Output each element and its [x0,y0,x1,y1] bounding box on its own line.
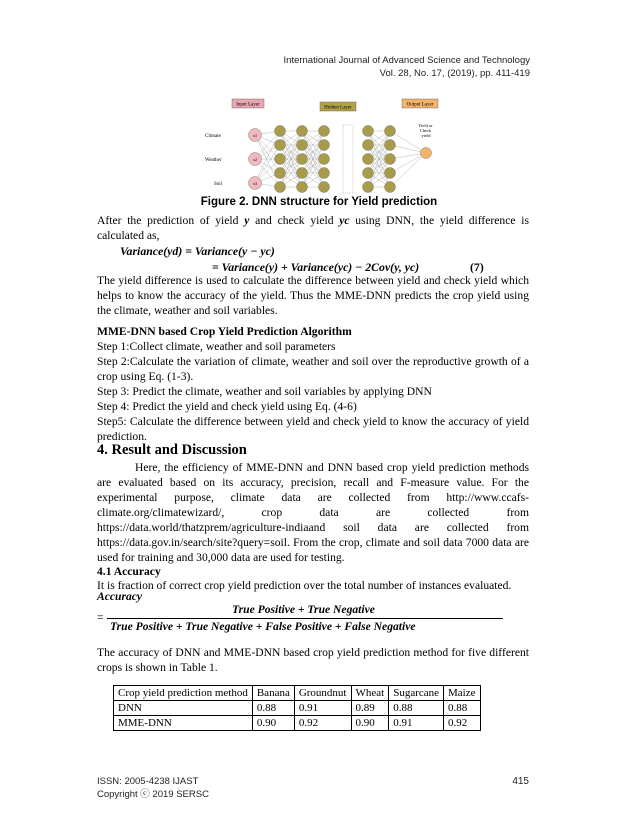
table-cell: 0.91 [389,716,444,731]
algorithm-block [97,324,529,444]
section-4-1-heading: 4.1 Accuracy [97,565,161,578]
hidden-node [275,126,286,137]
table-cell: 0.91 [294,701,351,716]
section-4-1-text: It is fraction of correct crop yield prediction over the total number of instances evaluated. [97,579,512,592]
hidden-node [319,182,330,193]
hidden-node [275,140,286,151]
page-number: 415 [512,776,529,787]
table-cell: MME-DNN [114,716,253,731]
algorithm-step: Step 4: Predict the yield and check yield using Eq. (4-6) [97,400,357,413]
input-node-x2: x2 [253,157,257,162]
hidden-layer-label: Hidden Layer [324,105,352,111]
table-cell: 0.90 [351,716,389,731]
algorithm-title: MME-DNN based Crop Yield Prediction Algorithm [97,325,352,338]
table-cell: 0.92 [294,716,351,731]
input-node-x1: x1 [253,133,257,138]
input-label-weather: Weather [205,158,222,163]
hidden-node [385,168,396,179]
hidden-node [297,126,308,137]
section-4-heading: 4. Result and Discussion [97,442,247,458]
hidden-node [385,126,396,137]
table-cell: 0.90 [252,716,294,731]
fraction-bar [107,618,503,619]
footer-left [97,775,209,801]
hidden-ellipsis-box [343,125,353,193]
algorithm-step: Step 2:Calculate the variation of climate, weather and soil over the reproductive growth of a crop using Eq. (1-3). [97,355,529,383]
equation-7-line2: = Variance(y) + Variance(yc) − 2Cov(y, yc) [212,260,420,274]
hidden-node [297,140,308,151]
hidden-node [363,154,374,165]
hidden-node [385,182,396,193]
hidden-node [297,154,308,165]
hidden-node [319,168,330,179]
table-header-cell: Crop yield prediction method [114,686,253,701]
algorithm-step: Step 1:Collect climate, weather and soil parameters [97,340,336,353]
algorithm-step: Step 3: Predict the climate, weather and soil variables by applying DNN [97,385,432,398]
hidden-node [363,126,374,137]
accuracy-equals: = [97,611,104,624]
input-layer-label: Input Layer [236,102,260,108]
table-cell: 0.88 [389,701,444,716]
hidden-node [275,182,286,193]
hidden-node [363,182,374,193]
accuracy-lhs: Accuracy [97,590,143,603]
table-row [114,716,481,731]
table-header-cell: Sugarcane [389,686,444,701]
paragraph-yield-difference: The yield difference is used to calculate the difference between yield and check yield which helps to know the accuracy of the yield. Thus the MME-DNN predicts the crop yield using the climate, weather and soil variables. [97,274,529,317]
dnn-structure-figure [200,95,440,195]
output-node [421,148,432,159]
table-header-cell: Banana [252,686,294,701]
table-cell: 0.92 [444,716,480,731]
hidden-node [275,168,286,179]
table-cell: 0.89 [351,701,389,716]
paragraph-yield-prediction: After the prediction of yield y and check yield yc using DNN, the yield difference is calculated as, [97,214,529,242]
hidden-node [385,140,396,151]
symbol-y: y [244,214,250,227]
input-node-x3: x3 [253,181,257,186]
figure-caption: Figure 2. DNN structure for Yield prediction [200,196,438,208]
output-label: Yield or Check yield [418,123,433,138]
hidden-node [275,154,286,165]
table-header-cell: Maize [444,686,480,701]
journal-name: International Journal of Advanced Science and Technology [283,55,530,66]
hidden-node [319,140,330,151]
output-layer-label: Output Layer [406,102,434,108]
input-label-climate: Climate [205,134,221,139]
hidden-node [297,182,308,193]
paragraph-table-intro: The accuracy of DNN and MME-DNN based crop yield prediction method for five different crops is shown in Table 1. [97,646,529,674]
footer-copyright: Copyright ⓒ 2019 SERSC [97,789,209,800]
algorithm-step: Step5: Calculate the difference between yield and check yield to know the accuracy of yield prediction. [97,415,529,443]
hidden-node [319,154,330,165]
table-header-row [114,686,481,701]
table-header-cell: Groundnut [294,686,351,701]
equation-7-line1: Variance(yd) = Variance(y − yc) [120,244,275,258]
journal-volume: Vol. 28, No. 17, (2019), pp. 411-419 [379,68,530,79]
running-header [284,54,530,80]
hidden-node [363,168,374,179]
table-cell: DNN [114,701,253,716]
table-cell: 0.88 [252,701,294,716]
table-row [114,701,481,716]
hidden-node [363,140,374,151]
hidden-node [297,168,308,179]
footer-issn: ISSN: 2005-4238 IJAST [97,776,199,787]
section-4-text: Here, the efficiency of MME-DNN and DNN based crop yield prediction methods are evaluated based on its accuracy, precision, recall and F-measure value. For the experimental purpose, climate data are collected from http://www.ccafs-climate.org/climatewizard/, crop data are collected from https://data.world/thatzprem/agriculture-indiaand soil data are collected from https://data.gov.in/search/site?query=soil. From the crop, climate and soil data 7000 data are used for training and 30,000 data are used for testing. [97,461,529,564]
hidden-node [385,154,396,165]
table-header-cell: Wheat [351,686,389,701]
accuracy-denominator: True Positive + True Negative + False Positive + False Negative [110,620,416,633]
accuracy-numerator: True Positive + True Negative [232,603,375,616]
table-cell: 0.88 [444,701,480,716]
symbol-yc: yc [339,214,350,227]
accuracy-table [113,685,481,731]
input-label-soil: Soil [214,182,223,187]
equation-7-number: (7) [470,260,484,274]
hidden-node [319,126,330,137]
